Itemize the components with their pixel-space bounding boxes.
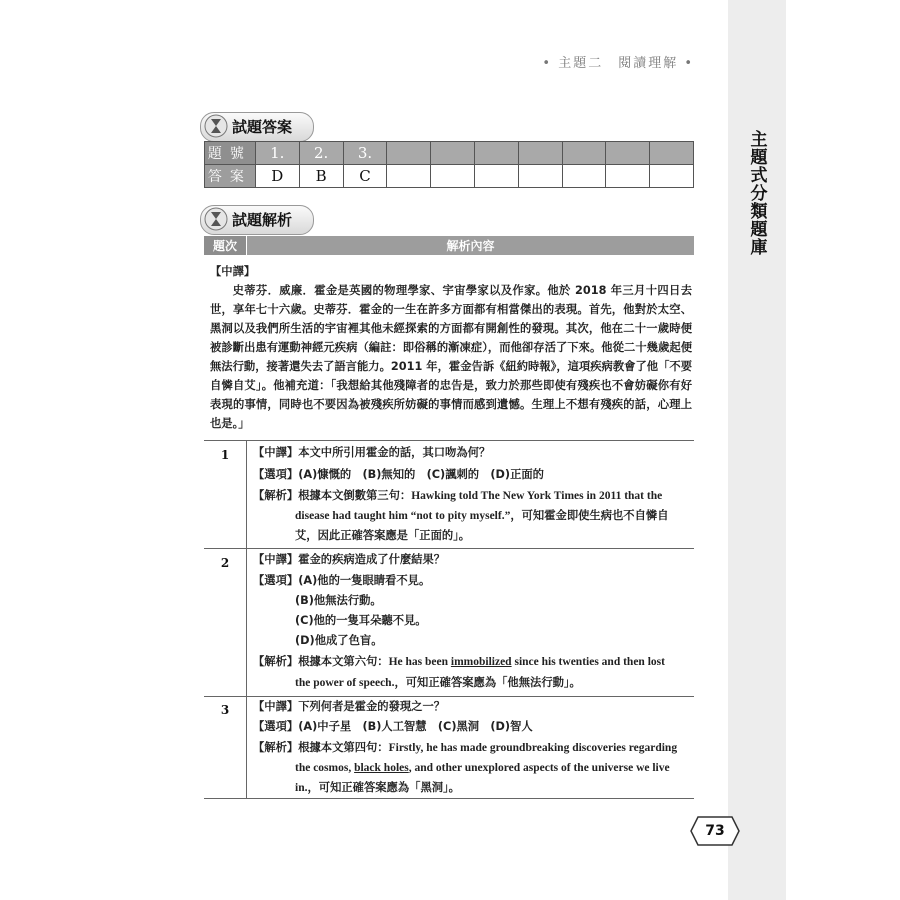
divider — [204, 440, 694, 441]
answer-cell: B — [299, 165, 343, 188]
explanation-line — [253, 738, 677, 758]
explanation-label: 【解析】 — [253, 741, 299, 754]
options-label: 【選項】 — [253, 468, 299, 481]
analysis-section-header — [200, 205, 312, 233]
side-tab — [729, 130, 785, 280]
explanation-label: 【解析】 — [253, 655, 299, 668]
question-number: 2 — [220, 556, 230, 570]
explanation-line — [253, 652, 665, 672]
question-number-cell — [475, 142, 519, 165]
answers-section-title: 試題答案 — [232, 117, 293, 136]
options-text: (A)慷慨的 (B)無知的 (C)諷刺的 (D)正面的 — [298, 468, 544, 481]
option-b: (B)他無法行動。 — [295, 594, 382, 607]
translation-label: 【中譯】 — [210, 265, 256, 278]
explanation-text: ，可知正確答案應為「黑洞」。 — [307, 781, 460, 794]
explanation-line: 艾，因此正確答案應是「正面的」。 — [295, 529, 471, 542]
column-header-content: 解析內容 — [247, 236, 694, 255]
options-label: 【選項】 — [253, 720, 299, 733]
answer-cell — [431, 165, 475, 188]
divider — [204, 798, 694, 799]
question-number-cell — [431, 142, 475, 165]
column-divider — [246, 440, 247, 548]
translation-passage — [210, 262, 692, 433]
divider — [204, 548, 694, 549]
answer-cell — [475, 165, 519, 188]
explanation-text: 根據本文第四句： — [298, 741, 389, 754]
question-translation: 【中譯】下列何者是霍金的發現之一？ — [253, 700, 446, 713]
question-number-cell — [606, 142, 650, 165]
answers-section-header — [200, 112, 312, 140]
quoted-sentence: Hawking told The New York Times in 2011 that the — [411, 490, 663, 502]
answer-cell: C — [343, 165, 387, 188]
analysis-section-title: 試題解析 — [232, 210, 293, 229]
explanation-line — [295, 506, 669, 526]
column-divider — [246, 548, 247, 696]
explanation-text: 根據本文第六句： — [298, 655, 389, 668]
question-number-cell — [562, 142, 606, 165]
question-number-header: 題號 — [205, 142, 256, 165]
explanation-line — [295, 673, 581, 693]
question-translation: 【中譯】本文中所引用霍金的話，其口吻為何？ — [253, 446, 491, 459]
quoted-sentence: since his twenties and then lost — [511, 656, 665, 668]
options-text: (A)中子星 (B)人工智慧 (C)黑洞 (D)智人 — [298, 720, 533, 733]
question-number-cell — [650, 142, 694, 165]
running-head: • 主題二 閱讀理解 • — [542, 56, 694, 71]
explanation-line — [295, 758, 670, 778]
question-number-cell: 3. — [343, 142, 387, 165]
quoted-sentence: the cosmos, — [295, 762, 355, 774]
question-translation: 【中譯】霍金的疾病造成了什麼結果？ — [253, 553, 446, 566]
side-tab-label: 主題式分類題庫 — [746, 130, 767, 256]
translation-body: 史蒂芬．威廉．霍金是英國的物理學家、宇宙學家以及作家。他於 2018 年三月十四日去世，享年七十六歲。史蒂芬．霍金的一生在許多方面都有相當傑出的表現。首先，他對於太空、黑洞以及我們所生活的宇宙裡其他未經探索的方面都有開創性的發現。其次，他在二十一歲時便被診斷出患有運動神經元疾病（編註：即俗稱的漸凍症），而他卻存活了下來。他從二十幾歲起便無法行動，接著還失去了語言能力。2011 年，霍金告訴《紐約時報》，這項疾病教會了他「不要自憐自艾」。他補充道：「我想給其他殘障者的忠告是，致力於那些即使有殘疾也不會妨礙你有好表現的事情，同時也不要因為被殘疾所妨礙的事情而感到遺憾。生理上不想有殘疾的話，心理上也是。」 — [210, 284, 692, 430]
quoted-sentence: the power of speech. — [295, 677, 395, 689]
hourglass-icon — [200, 205, 232, 233]
answer-cell — [562, 165, 606, 188]
option-a: (A)他的一隻眼睛看不見。 — [298, 574, 431, 587]
quoted-sentence: , and other unexplored aspects of the universe we live — [408, 762, 670, 774]
options-label: 【選項】 — [253, 574, 299, 587]
options-line — [253, 465, 544, 485]
answer-cell — [518, 165, 562, 188]
page-number: 73 — [705, 823, 725, 839]
explanation-text: ，可知正確答案應為「他無法行動」。 — [394, 676, 581, 689]
answer-cell — [650, 165, 694, 188]
option-c: (C)他的一隻耳朵聽不見。 — [295, 614, 427, 627]
explanation-line — [295, 778, 460, 798]
explanation-text: ，可知霍金即使生病也不自憐自 — [510, 509, 669, 522]
question-number: 1 — [220, 448, 230, 462]
options-line — [253, 571, 430, 591]
question-number-cell — [387, 142, 431, 165]
question-number-cell — [518, 142, 562, 165]
hourglass-icon — [200, 112, 232, 140]
underlined-word: black holes — [354, 762, 409, 774]
underlined-word: immobilized — [450, 656, 512, 668]
analysis-table-header — [204, 236, 694, 255]
answer-cell — [387, 165, 431, 188]
quoted-sentence: disease had taught him “not to pity myself.” — [295, 510, 511, 522]
quoted-sentence: Firstly, he has made groundbreaking discoveries regarding — [388, 742, 678, 754]
options-line — [253, 717, 533, 737]
question-number: 3 — [220, 703, 230, 717]
question-number-cell: 2. — [299, 142, 343, 165]
page-number-badge — [690, 816, 740, 846]
answers-table — [204, 141, 694, 188]
option-d: (D)他成了色盲。 — [295, 634, 383, 647]
explanation-text: 根據本文倒數第三句： — [298, 489, 412, 502]
quoted-sentence: in. — [295, 782, 308, 794]
answer-header: 答案 — [205, 165, 256, 188]
answer-cell — [606, 165, 650, 188]
column-divider — [246, 696, 247, 798]
quoted-sentence: He has been — [388, 656, 451, 668]
answer-cell: D — [255, 165, 299, 188]
question-number-cell: 1. — [255, 142, 299, 165]
column-header-item: 題次 — [204, 236, 246, 255]
explanation-label: 【解析】 — [253, 489, 299, 502]
explanation-line — [253, 486, 662, 506]
